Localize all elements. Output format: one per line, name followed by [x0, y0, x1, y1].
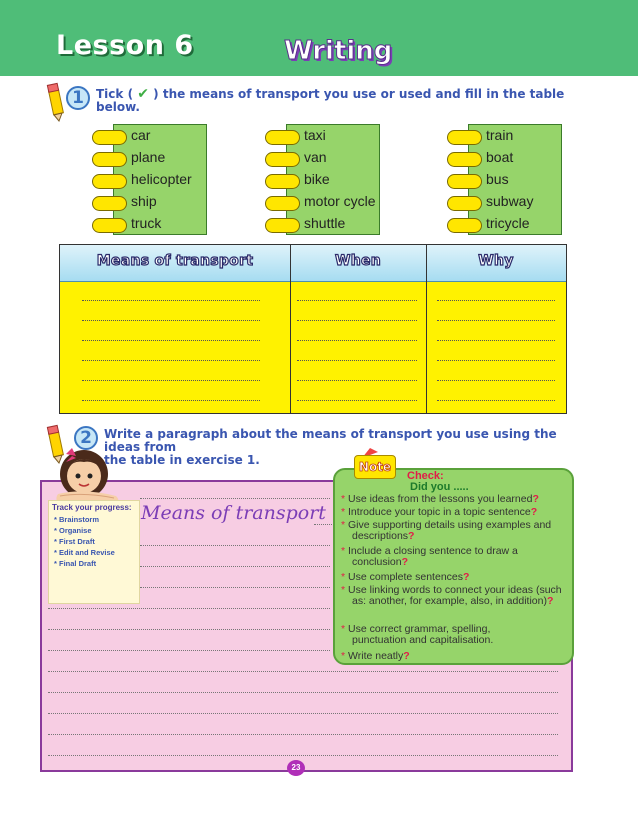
checkbox-pill [447, 152, 482, 167]
track-item: * Organise [54, 526, 92, 535]
checklist-item: * Give supporting details using examples and descriptions? [341, 519, 552, 542]
check-heading: Check: [407, 470, 444, 482]
track-item: * Brainstorm [54, 515, 100, 524]
track-item: * Edit and Revise [54, 548, 115, 557]
transport-table [59, 244, 567, 414]
checkbox-pill [265, 130, 300, 145]
checkbox-pill [447, 218, 482, 233]
checklist-item: * Use ideas from the lessons you learned? [341, 493, 539, 505]
checklist-item: * Use linking words to connect your ideas (such as: another, for example, also, in addition)? [341, 584, 562, 607]
checklist-item: * Introduce your topic in a topic sentence? [341, 506, 538, 518]
checkbox-pill [92, 152, 127, 167]
checkbox-pill [92, 196, 127, 211]
checkbox-pill [265, 196, 300, 211]
checklist-item: * Write neatly? [341, 650, 410, 662]
track-item: * Final Draft [54, 559, 97, 568]
checkbox-pill [265, 218, 300, 233]
checkbox-pill [265, 152, 300, 167]
header-means: Means of transport [96, 253, 254, 269]
header-when: When [334, 253, 382, 269]
lesson-title: Lesson 6 [56, 30, 194, 61]
checkbox-pill [447, 174, 482, 189]
note-tag: Note [354, 455, 396, 479]
track-title: Track your progress: [52, 503, 132, 512]
track-item: * First Draft [54, 537, 95, 546]
girl-illustration [52, 444, 132, 504]
checkbox-pill [447, 196, 482, 211]
checkbox-pill [92, 218, 127, 233]
header-why: Why [478, 253, 514, 269]
checklist-item: * Use correct grammar, spelling, punctuation and capitalisation. [341, 623, 494, 646]
exercise-1-number: 1 [66, 86, 90, 110]
checklist-item: * Include a closing sentence to draw a conclusion? [341, 545, 518, 568]
checkbox-pill [92, 174, 127, 189]
section-title: Writing [284, 36, 393, 66]
track-progress-box [48, 500, 140, 604]
paragraph-title: Means of transport [141, 502, 326, 524]
checkbox-pill [447, 130, 482, 145]
checkbox-pill [92, 130, 127, 145]
page-number: 23 [287, 760, 305, 776]
checkbox-pill [265, 174, 300, 189]
table-header [60, 245, 566, 282]
did-you-heading: Did you ..... [410, 481, 469, 493]
exercise-1-instruction: Tick ( ✔ ) the means of transport you use or used and fill in the table below. [96, 86, 565, 114]
exercise-2-number: 2 [74, 426, 98, 450]
exercise-2-instruction: Write a paragraph about the means of transport you use using the ideas from the table in exercise 1. [104, 427, 557, 467]
tick-icon: ✔ [137, 86, 149, 102]
checklist-item: * Use complete sentences? [341, 571, 470, 583]
